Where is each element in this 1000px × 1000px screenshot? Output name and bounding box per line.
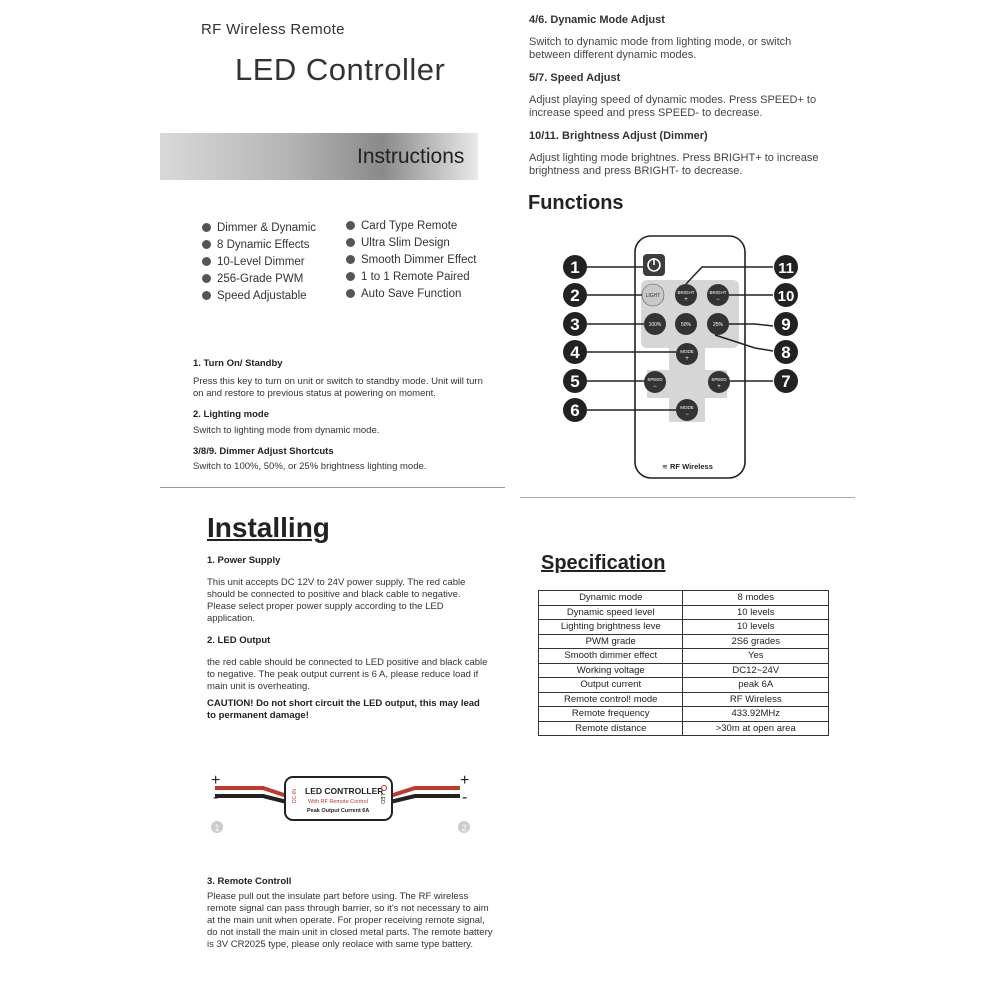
section-heading: 1. Turn On/ Standby	[193, 358, 283, 369]
section-body: Switch to lighting mode from dynamic mode.	[193, 425, 380, 436]
mode-down-label: MODE	[680, 405, 694, 410]
svg-text:−: −	[685, 412, 689, 418]
svg-text:4: 4	[570, 343, 580, 362]
svg-text:2: 2	[461, 823, 467, 833]
section-heading: 4/6. Dynamic Mode Adjust	[529, 14, 665, 26]
speed-right-label: SPEED	[711, 377, 727, 382]
table-row: Dynamic speed level 10 levels	[539, 605, 829, 620]
divider	[160, 487, 505, 488]
bullet-icon	[202, 257, 211, 266]
minus-sign-right: -	[462, 789, 468, 806]
section-body: the red cable should be connected to LED positive and black cable to negative. The peak output current is 6 A, please reduce load if main unit is overheating.	[207, 657, 488, 692]
functions-title: Functions	[528, 192, 624, 214]
section-body: This unit accepts DC 12V to 24V power supply. The red cable should be connected to positive and black cable to negative. Please select proper power supply according to the LED application.	[207, 577, 466, 624]
remote-diagram	[555, 230, 815, 485]
specification-table	[538, 590, 829, 736]
bullet-icon	[346, 272, 355, 281]
svg-text:+: +	[717, 384, 721, 390]
section-heading: 1. Power Supply	[207, 555, 281, 566]
section-heading: 5/7. Speed Adjust	[529, 72, 621, 84]
preset-25-label: 25%	[712, 322, 724, 328]
caution-text: CAUTION! Do not short circuit the LED output, this may lead to permanent damage!	[207, 698, 480, 721]
feature-list-right	[346, 217, 476, 302]
svg-text:2: 2	[570, 286, 580, 305]
controller-diagram	[205, 772, 480, 840]
svg-text:+: +	[685, 356, 689, 362]
document-title: LED Controller	[235, 52, 446, 87]
section-heading: 3. Remote Controll	[207, 876, 292, 887]
bright-minus-label: BRIGHT	[709, 290, 727, 295]
minus-sign-left: -	[213, 789, 219, 806]
bullet-icon	[346, 238, 355, 247]
feature-list-left	[202, 219, 316, 304]
feature-item: Card Type Remote	[346, 217, 476, 234]
led-side-label: LED	[379, 794, 385, 804]
feature-item: 1 to 1 Remote Paired	[346, 268, 476, 285]
installing-title: Installing	[207, 512, 330, 543]
light-button-label: LIGHT	[645, 293, 661, 299]
device-label-rf: With RF Remote Control	[308, 799, 368, 805]
bullet-icon	[202, 291, 211, 300]
dc-in-label: DC-IN	[292, 789, 298, 803]
svg-text:8: 8	[781, 343, 791, 362]
preset-100-label: 100%	[648, 322, 662, 328]
wifi-icon: ≋	[662, 464, 668, 471]
bullet-icon	[202, 240, 211, 249]
feature-item: Speed Adjustable	[202, 287, 316, 304]
section-heading: 10/11. Brightness Adjust (Dimmer)	[529, 130, 708, 142]
section-body: Please pull out the insulate part before using. The RF wireless remote signal can pass through barrier, so it's not necessary to aim at the main unit when operate. For proper receiving remote signal, do not install the main unit in closed metal parts. The remote battery is 3V CR2025 type, please only reolace with same type battery.	[207, 891, 493, 950]
specification-title: Specification	[541, 552, 666, 574]
svg-text:9: 9	[781, 315, 791, 334]
feature-item: 10-Level Dimmer	[202, 253, 316, 270]
document-subtitle: RF Wireless Remote	[201, 21, 345, 38]
table-row: Remote distance >30m at open area	[539, 721, 829, 736]
svg-text:10: 10	[777, 288, 795, 305]
preset-50-label: 50%	[680, 322, 692, 328]
table-row: Lighting brightness leve 10 levels	[539, 620, 829, 635]
svg-text:5: 5	[570, 372, 580, 391]
table-row: Output current peak 6A	[539, 678, 829, 693]
device-label-current: Peak Output Current 6A	[307, 808, 370, 814]
table-row: Remote frequency 433.92MHz	[539, 707, 829, 722]
mode-up-label: MODE	[680, 349, 694, 354]
bullet-icon	[202, 274, 211, 283]
svg-text:3: 3	[570, 315, 580, 334]
device-label-main: LED CONTROLLER	[305, 786, 384, 796]
feature-item: 256-Grade PWM	[202, 270, 316, 287]
section-body: Switch to 100%, 50%, or 25% brightness lighting mode.	[193, 461, 427, 472]
feature-item: Auto Save Function	[346, 285, 476, 302]
svg-text:−: −	[653, 384, 657, 390]
bullet-icon	[346, 289, 355, 298]
speed-left-label: SPEED	[647, 377, 663, 382]
bullet-icon	[346, 221, 355, 230]
section-heading: 3/8/9. Dimmer Adjust Shortcuts	[193, 446, 334, 457]
plus-sign-right: +	[460, 772, 470, 789]
section-body: Adjust playing speed of dynamic modes. Press SPEED+ to increase speed and press SPEED- to decrease.	[529, 94, 817, 119]
feature-item: Ultra Slim Design	[346, 234, 476, 251]
section-body: Adjust lighting mode brightnes. Press BRIGHT+ to increase brightness and press BRIGHT- to decrease.	[529, 152, 819, 177]
svg-text:7: 7	[781, 372, 791, 391]
svg-text:1: 1	[570, 258, 580, 277]
plus-sign-left: +	[211, 772, 221, 789]
bright-plus-label: BRIGHT	[677, 290, 695, 295]
divider	[520, 497, 855, 498]
section-body: Switch to dynamic mode from lighting mode, or switch between different dynamic modes.	[529, 36, 792, 61]
table-row: Smooth dimmer effect Yes	[539, 649, 829, 664]
svg-text:11: 11	[778, 260, 794, 277]
feature-item: 8 Dynamic Effects	[202, 236, 316, 253]
bullet-icon	[346, 255, 355, 264]
section-heading: 2. LED Output	[207, 635, 271, 646]
svg-text:6: 6	[570, 401, 580, 420]
feature-item: Dimmer & Dynamic	[202, 219, 316, 236]
remote-footer-label: RF Wireless	[670, 462, 713, 471]
feature-item: Smooth Dimmer Effect	[346, 251, 476, 268]
section-heading: 2. Lighting mode	[193, 409, 269, 420]
table-row: Working voltage DC12~24V	[539, 663, 829, 678]
svg-text:−: −	[716, 297, 720, 303]
bullet-icon	[202, 223, 211, 232]
table-row: PWM grade 2S6 grades	[539, 634, 829, 649]
section-body: Press this key to turn on unit or switch to standby mode. Unit will turn on and restore to previous status at powering on moment.	[193, 376, 483, 399]
table-row: Dynamic mode 8 modes	[539, 591, 829, 606]
svg-text:+: +	[684, 297, 688, 303]
instructions-banner-label: Instructions	[357, 145, 465, 168]
table-row: Remote control! mode RF Wireless	[539, 692, 829, 707]
svg-text:1: 1	[214, 823, 220, 833]
